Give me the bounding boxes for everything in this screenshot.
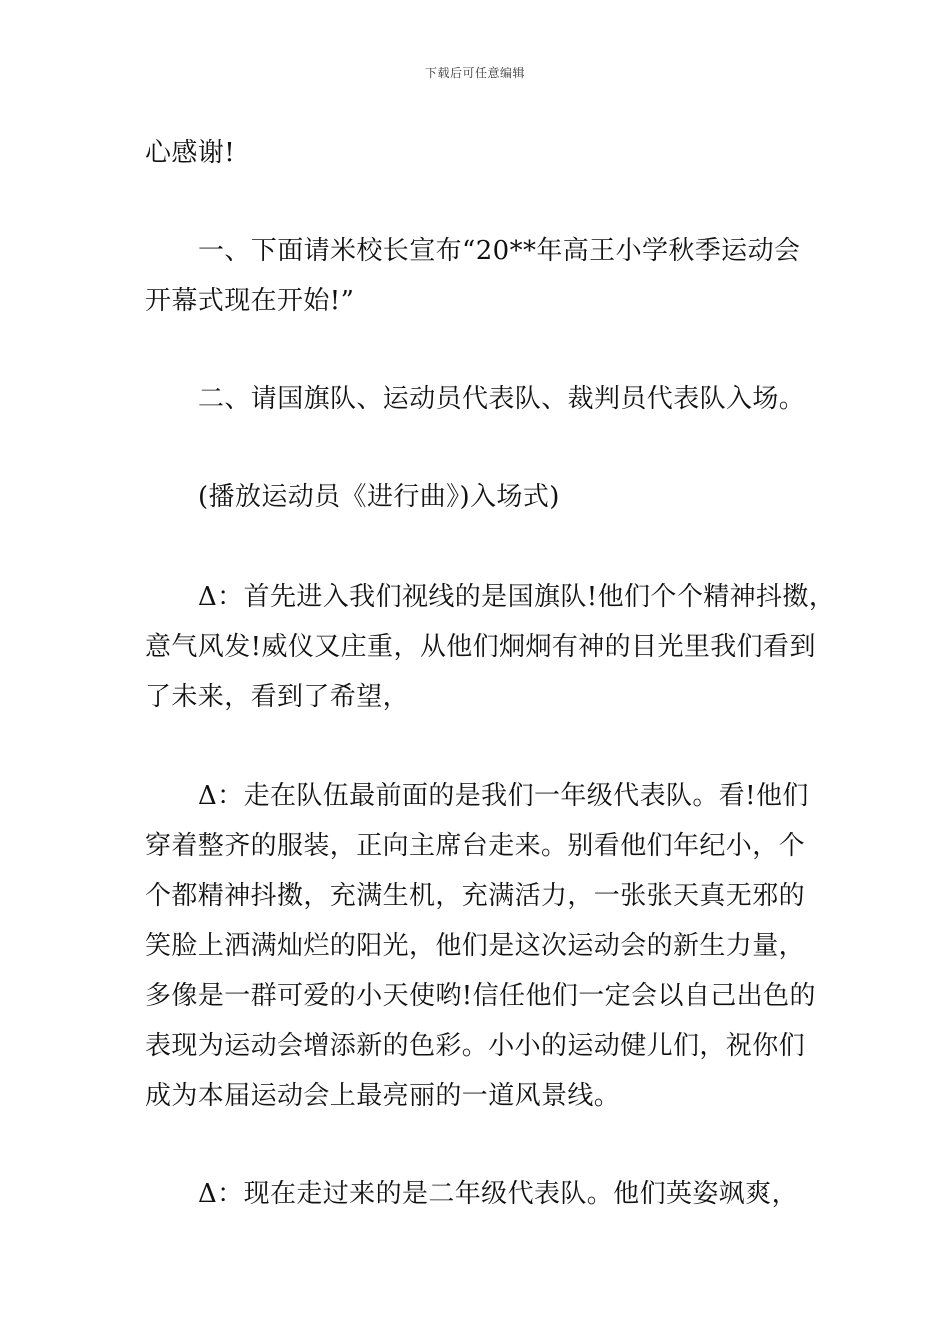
text-line: 二、请国旗队、运动员代表队、裁判员代表队入场。	[198, 384, 806, 414]
text-line: 开幕式现在开始!”	[145, 286, 355, 316]
text-line: Δ：现在走过来的是二年级代表队。他们英姿飒爽，	[198, 1179, 798, 1209]
text-line: 意气风发!威仪又庄重，从他们炯炯有神的目光里我们看到	[145, 632, 816, 662]
text-line: 笑脸上洒满灿烂的阳光，他们是这次运动会的新生力量，	[145, 931, 806, 961]
text-line: 多像是一群可爱的小天使哟!信任他们一定会以自己出色的	[145, 981, 816, 1011]
text-line: 表现为运动会增添新的色彩。小小的运动健儿们，祝你们	[145, 1031, 806, 1061]
text-line: Δ：走在队伍最前面的是我们一年级代表队。看!他们	[198, 781, 809, 811]
text-line: 一、下面请米校长宣布“20**年高王小学秋季运动会	[198, 236, 801, 266]
page-header: 下载后可任意编辑	[424, 66, 525, 80]
text-line: 心感谢!	[145, 138, 236, 168]
text-line: 穿着整齐的服装，正向主席台走来。别看他们年纪小，个	[145, 831, 806, 861]
text-line: 了未来，看到了希望，	[145, 682, 410, 712]
text-line: 成为本届运动会上最亮丽的一道风景线。	[145, 1081, 621, 1111]
text-line: Δ：首先进入我们视线的是国旗队!他们个个精神抖擞，	[198, 582, 836, 612]
text-line: 个都精神抖擞，充满生机，充满活力，一张张天真无邪的	[145, 881, 806, 911]
text-line: (播放运动员《进行曲》)入场式)	[198, 482, 560, 512]
